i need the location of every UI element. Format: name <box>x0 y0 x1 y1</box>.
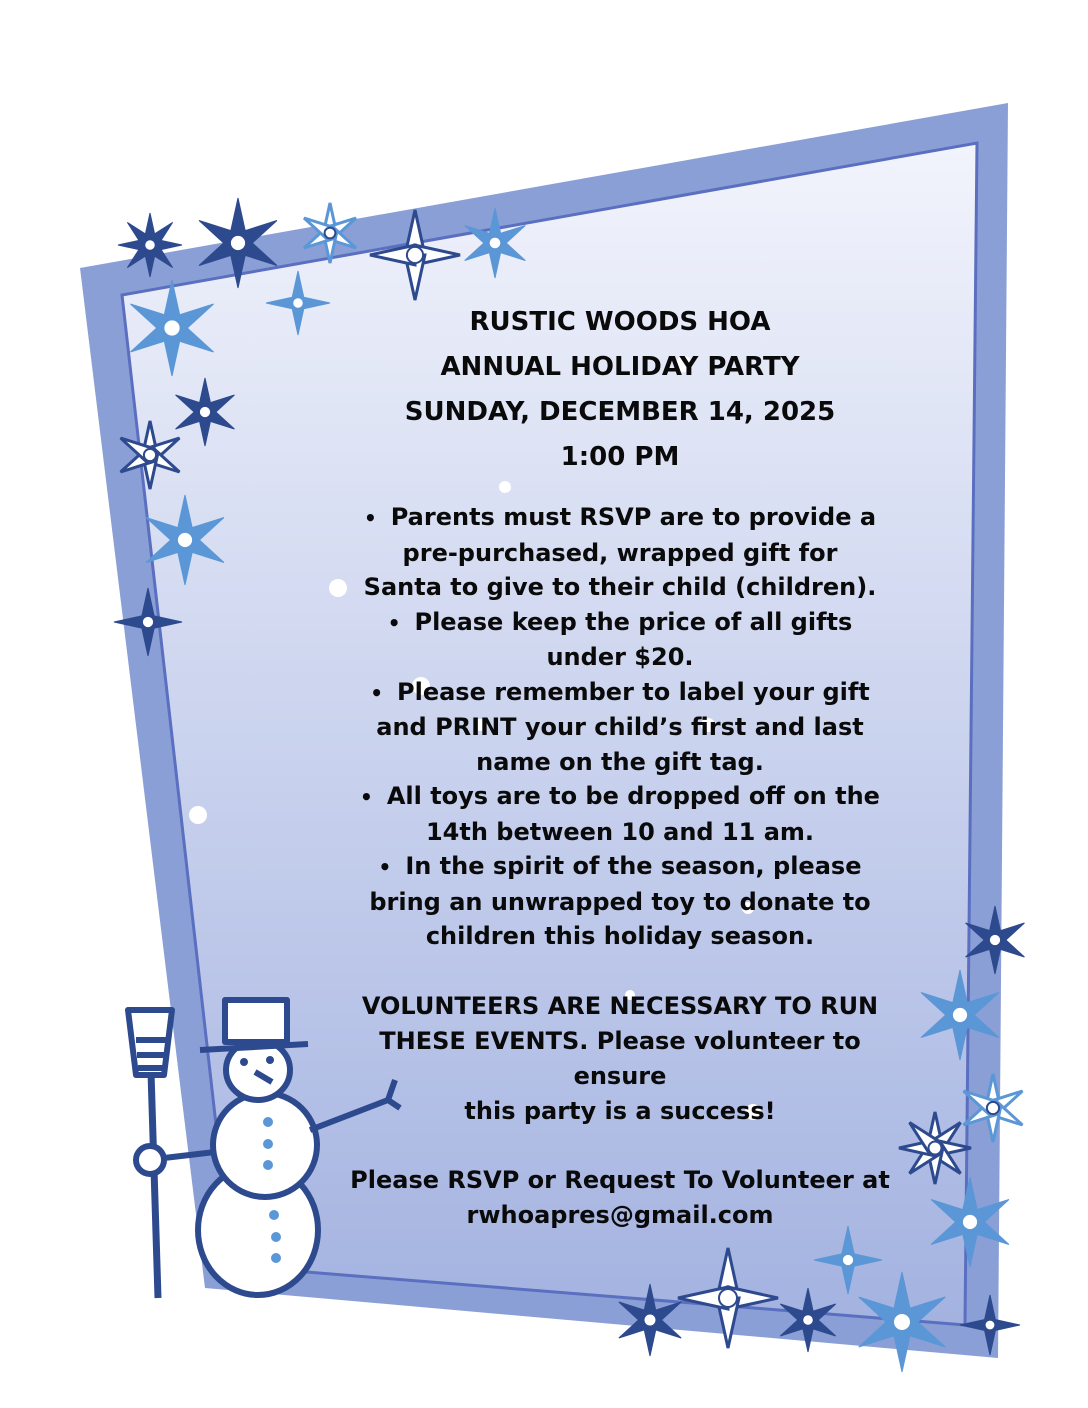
flyer-content <box>330 300 910 1233</box>
bullet-icon: • <box>370 680 383 705</box>
instruction-item: • All toys are to be dropped off on the 14th between 10 and 11 am. <box>360 782 880 846</box>
instruction-item: • Please keep the price of all gifts under $20. <box>387 607 853 671</box>
rsvp-email: rwhoapres@gmail.com <box>466 1200 774 1229</box>
bullet-icon: • <box>387 610 401 635</box>
instruction-item: • Please remember to label your gift and PRINT your child’s first and last name on the gift tag. <box>370 677 870 776</box>
instruction-item: • In the spirit of the season, please bring an unwrapped toy to donate to children this holiday season. <box>369 852 871 950</box>
event-heading <box>330 300 910 480</box>
snow-dot <box>189 806 207 824</box>
hoa-name: RUSTIC WOODS HOA <box>469 307 771 337</box>
bullet-icon: • <box>360 785 373 809</box>
rsvp-contact: Please RSVP or Request To Volunteer at rwhoapres@gmail.com <box>330 1163 910 1233</box>
instruction-item: • Parents must RSVP are to provide a pre-purchased, wrapped gift for Santa to give to their child (children). <box>363 503 877 601</box>
bullet-icon: • <box>378 855 392 879</box>
bullet-icon: • <box>363 506 377 530</box>
event-title: ANNUAL HOLIDAY PARTY <box>440 352 800 382</box>
instructions-list <box>330 500 910 954</box>
volunteer-notice: VOLUNTEERS ARE NECESSARY TO RUN THESE EVENTS. Please volunteer to ensure this party is a success! <box>361 991 879 1125</box>
event-time: 1:00 PM <box>560 442 680 472</box>
event-date: SUNDAY, DECEMBER 14, 2025 <box>404 397 836 427</box>
snowflake-icon <box>118 213 182 277</box>
